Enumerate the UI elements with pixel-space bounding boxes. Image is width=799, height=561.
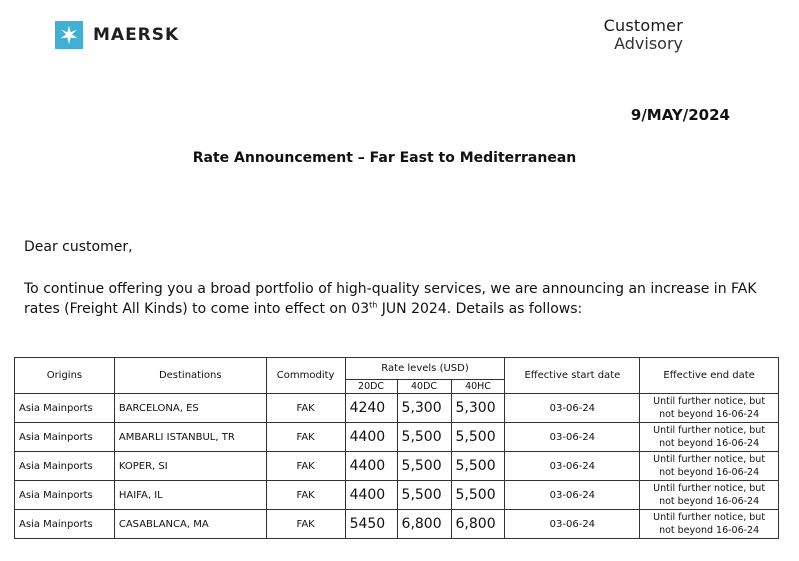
header-40hc: 40HC	[451, 380, 505, 394]
header-20dc: 20DC	[345, 380, 397, 394]
intro-text-end: JUN 2024. Details as follows:	[377, 301, 583, 317]
end-date-cell	[640, 423, 779, 452]
end-date-line-1: Until further notice, but	[653, 396, 766, 407]
origin-cell: Asia Mainports	[15, 394, 115, 423]
end-date-line-1: Until further notice, but	[653, 512, 766, 523]
table-row	[15, 423, 779, 452]
destination-cell: KOPER, SI	[114, 452, 266, 481]
document-date: 9/MAY/2024	[630, 106, 730, 124]
logo-text: MAERSK	[93, 25, 180, 45]
rate-table	[14, 357, 779, 539]
header-destinations: Destinations	[114, 358, 266, 394]
destination-cell: CASABLANCA, MA	[114, 510, 266, 539]
rate-40dc-cell: 5,500	[397, 423, 451, 452]
start-date-cell: 03-06-24	[505, 423, 640, 452]
rate-40dc-cell: 5,300	[397, 394, 451, 423]
end-date-line-1: Until further notice, but	[653, 483, 766, 494]
ordinal-suffix: th	[369, 300, 378, 310]
rate-20dc-cell: 5450	[345, 510, 397, 539]
destination-cell: HAIFA, IL	[114, 481, 266, 510]
rate-40hc-cell: 5,300	[451, 394, 505, 423]
end-date-cell	[640, 452, 779, 481]
end-date-line-2: not beyond 16-06-24	[659, 496, 760, 507]
rate-40hc-cell: 5,500	[451, 452, 505, 481]
end-date-line-2: not beyond 16-06-24	[659, 467, 760, 478]
rate-40dc-cell: 5,500	[397, 452, 451, 481]
header-40dc: 40DC	[397, 380, 451, 394]
destination-cell: BARCELONA, ES	[114, 394, 266, 423]
rate-40hc-cell: 6,800	[451, 510, 505, 539]
commodity-cell: FAK	[266, 481, 345, 510]
destination-cell: AMBARLI ISTANBUL, TR	[114, 423, 266, 452]
end-date-line-2: not beyond 16-06-24	[659, 525, 760, 536]
rate-20dc-cell: 4400	[345, 423, 397, 452]
commodity-cell: FAK	[266, 423, 345, 452]
table-row	[15, 452, 779, 481]
rate-40hc-cell: 5,500	[451, 481, 505, 510]
intro-text: To continue offering you a broad portfolio of high-quality services, we are announcing an increase in FAK rates (Freight All Kinds) to come into effect on 03	[24, 281, 757, 317]
header-start-date: Effective start date	[505, 358, 640, 394]
intro-paragraph	[24, 279, 764, 319]
rate-20dc-cell: 4400	[345, 481, 397, 510]
commodity-cell: FAK	[266, 394, 345, 423]
start-date-cell: 03-06-24	[505, 481, 640, 510]
end-date-line-2: not beyond 16-06-24	[659, 409, 760, 420]
star-icon	[55, 21, 83, 49]
start-date-cell: 03-06-24	[505, 452, 640, 481]
rate-40dc-cell: 6,800	[397, 510, 451, 539]
table-row	[15, 394, 779, 423]
customer-advisory-label	[604, 17, 683, 53]
table-row	[15, 481, 779, 510]
end-date-line-1: Until further notice, but	[653, 454, 766, 465]
origin-cell: Asia Mainports	[15, 452, 115, 481]
greeting: Dear customer,	[24, 239, 133, 255]
origin-cell: Asia Mainports	[15, 481, 115, 510]
end-date-cell	[640, 481, 779, 510]
end-date-line-1: Until further notice, but	[653, 425, 766, 436]
table-row	[15, 510, 779, 539]
end-date-cell	[640, 510, 779, 539]
origin-cell: Asia Mainports	[15, 510, 115, 539]
commodity-cell: FAK	[266, 452, 345, 481]
rate-20dc-cell: 4400	[345, 452, 397, 481]
commodity-cell: FAK	[266, 510, 345, 539]
document-title: Rate Announcement – Far East to Mediterranean	[192, 150, 577, 166]
header-rate-levels: Rate levels (USD)	[345, 358, 505, 380]
start-date-cell: 03-06-24	[505, 510, 640, 539]
header-end-date: Effective end date	[640, 358, 779, 394]
header-origins: Origins	[15, 358, 115, 394]
maersk-logo	[55, 21, 179, 49]
rate-40dc-cell: 5,500	[397, 481, 451, 510]
end-date-cell	[640, 394, 779, 423]
origin-cell: Asia Mainports	[15, 423, 115, 452]
rate-40hc-cell: 5,500	[451, 423, 505, 452]
end-date-line-2: not beyond 16-06-24	[659, 438, 760, 449]
advisory-line-2: Advisory	[614, 34, 683, 53]
start-date-cell: 03-06-24	[505, 394, 640, 423]
header-commodity: Commodity	[266, 358, 345, 394]
advisory-line-1: Customer	[603, 16, 683, 35]
rate-20dc-cell: 4240	[345, 394, 397, 423]
